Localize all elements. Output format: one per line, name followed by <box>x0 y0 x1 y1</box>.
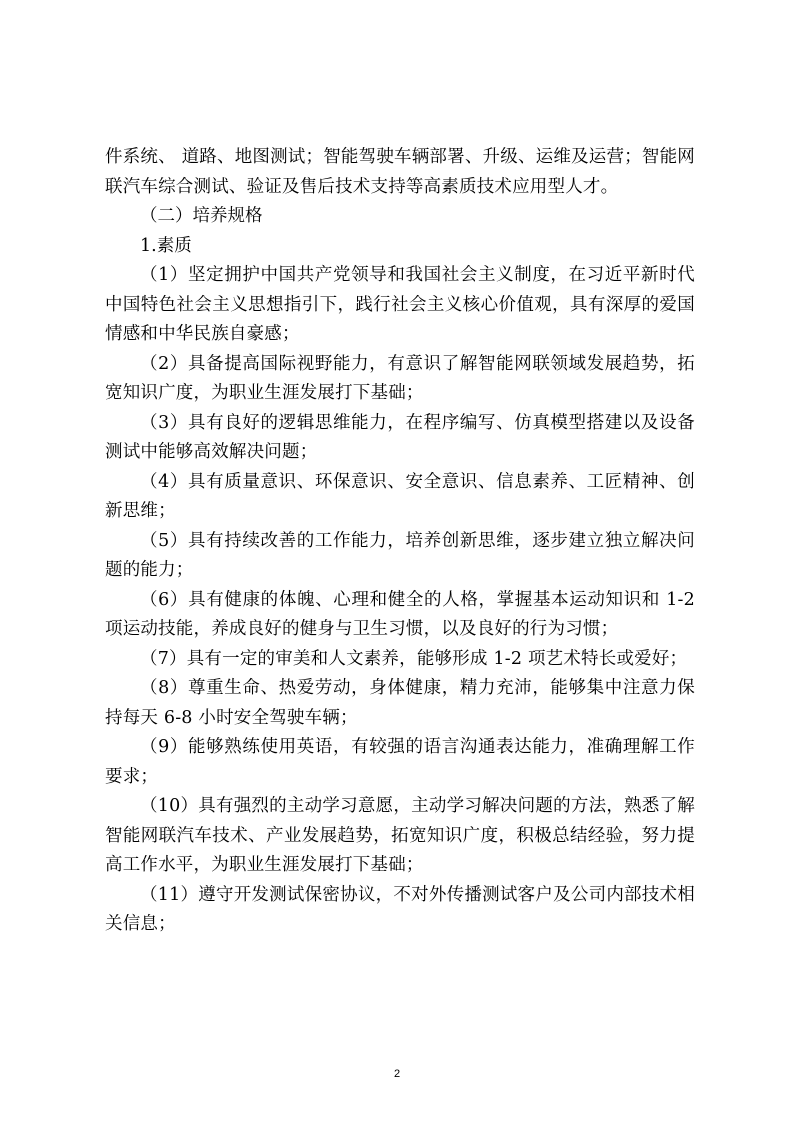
list-item: （7）具有一定的审美和人文素养，能够形成 1-2 项艺术特长或爱好； <box>140 648 688 669</box>
list-item: （5）具有持续改善的工作能力，培养创新思维，逐步建立独立解决问题的能力； <box>105 530 695 580</box>
section-heading: （二）培养规格 <box>140 206 263 226</box>
list-item: （11）遵守开发测试保密协议，不对外传播测试客户及公司内部技术相关信息； <box>105 884 695 934</box>
list-item: （6）具有健康的体魄、心理和健全的人格，掌握基本运动知识和 1-2 项运动技能，养成良好的健身与卫生习惯，以及良好的行为习惯； <box>105 589 695 639</box>
list-item: （3）具有良好的逻辑思维能力，在程序编写、仿真模型搭建以及设备测试中能够高效解决问题； <box>105 412 695 462</box>
list-item: （8）尊重生命、热爱劳动，身体健康，精力充沛，能够集中注意力保持每天 6-8 小时安全驾驶车辆； <box>105 678 695 728</box>
list-item: （10）具有强烈的主动学习意愿，主动学习解决问题的方法，熟悉了解智能网联汽车技术、产业发展趋势，拓宽知识广度，积极总结经验，努力提高工作水平，为职业生涯发展打下基础； <box>105 796 695 875</box>
list-item: （4）具有质量意识、环保意识、安全意识、信息素养、工匠精神、创新思维； <box>105 471 695 521</box>
list-item: （9）能够熟练使用英语，有较强的语言沟通表达能力，准确理解工作要求； <box>105 737 695 787</box>
sub-heading: 1.素质 <box>140 235 192 256</box>
list-item: （1）坚定拥护中国共产党领导和我国社会主义制度，在习近平新时代中国特色社会主义思想指引下，践行社会主义核心价值观，具有深厚的爱国情感和中华民族自豪感； <box>105 265 695 344</box>
continuation-paragraph: 件系统、 道路、地图测试；智能驾驶车辆部署、升级、运维及运营；智能网联汽车综合测试、验证及售后技术支持等高素质技术应用型人才。 <box>105 147 695 197</box>
page-number: 2 <box>393 1068 401 1080</box>
page-body <box>105 143 695 940</box>
list-item: （2）具备提高国际视野能力，有意识了解智能网联领域发展趋势，拓宽知识广度，为职业生涯发展打下基础； <box>105 353 695 403</box>
